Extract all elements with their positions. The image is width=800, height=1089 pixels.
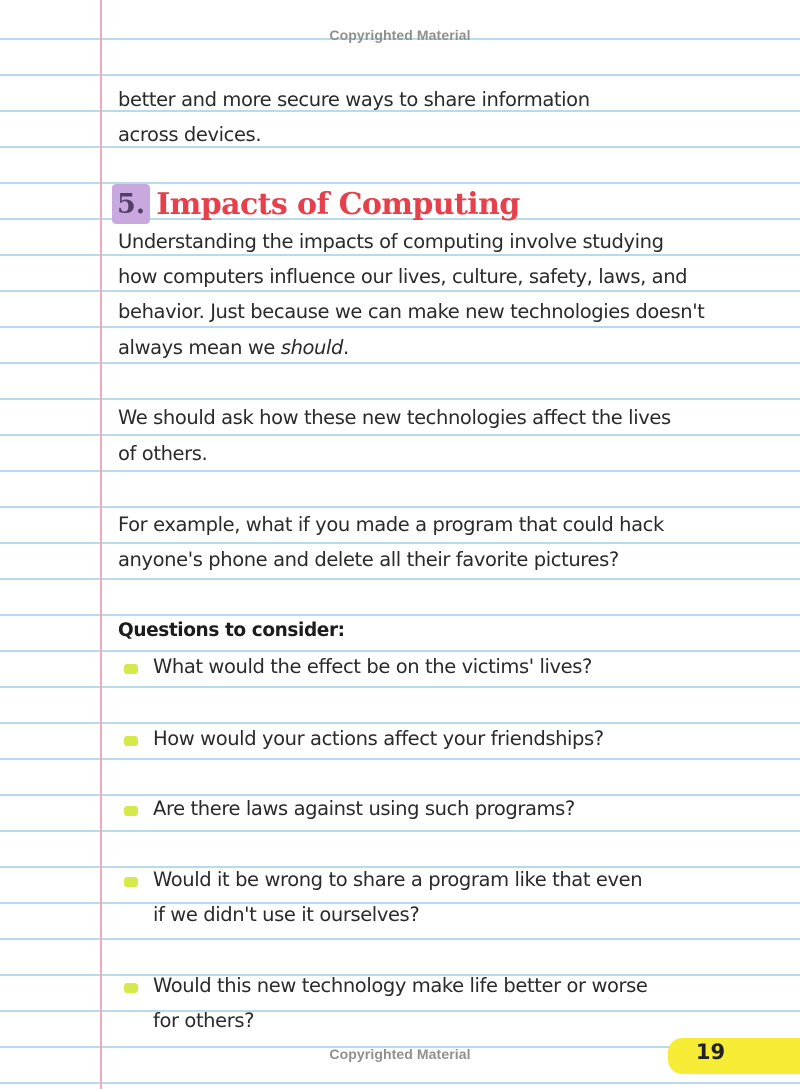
paragraph1-line-3: behavior. Just because we can make new technologies doesn't — [118, 300, 705, 323]
section-heading — [112, 180, 520, 228]
paragraph1-line-1: Understanding the impacts of computing involve studying — [118, 230, 664, 253]
question-1-line-1: What would the effect be on the victims' lives? — [153, 655, 592, 678]
question-2-line-1: How would your actions affect your friendships? — [153, 727, 604, 750]
notebook-margin-line — [100, 0, 102, 1089]
intro-line-1: better and more secure ways to share information — [118, 88, 590, 111]
paragraph1-line-4-text: always mean we — [118, 336, 281, 359]
bullet-icon — [124, 736, 138, 746]
bullet-icon — [124, 983, 138, 993]
bullet-icon — [124, 877, 138, 887]
intro-line-2: across devices. — [118, 123, 262, 146]
emphasis-should: should — [280, 336, 344, 359]
paragraph3-line-1: For example, what if you made a program that could hack — [118, 513, 664, 536]
section-number: 5. — [112, 184, 150, 224]
copyright-watermark-top: Copyrighted Material — [329, 27, 471, 43]
question-4-line-2: if we didn't use it ourselves? — [153, 903, 420, 926]
paragraph3-line-2: anyone's phone and delete all their favorite pictures? — [118, 548, 619, 571]
bullet-icon — [124, 664, 138, 674]
paragraph2-line-1: We should ask how these new technologies affect the lives — [118, 406, 671, 429]
question-4-line-1: Would it be wrong to share a program like that even — [153, 868, 643, 891]
paragraph1-period: . — [343, 336, 349, 359]
section-title: Impacts of Computing — [156, 186, 520, 222]
question-3-line-1: Are there laws against using such programs? — [153, 797, 575, 820]
question-5-line-1: Would this new technology make life better or worse — [153, 974, 648, 997]
paragraph1-line-2: how computers influence our lives, culture, safety, laws, and — [118, 265, 688, 288]
page-number: 19 — [695, 1040, 726, 1064]
paragraph1-line-4 — [118, 336, 349, 359]
bullet-icon — [124, 806, 138, 816]
paragraph2-line-2: of others. — [118, 442, 208, 465]
question-5-line-2: for others? — [153, 1009, 255, 1032]
questions-title: Questions to consider: — [118, 620, 345, 641]
copyright-watermark-bottom: Copyrighted Material — [329, 1046, 471, 1062]
